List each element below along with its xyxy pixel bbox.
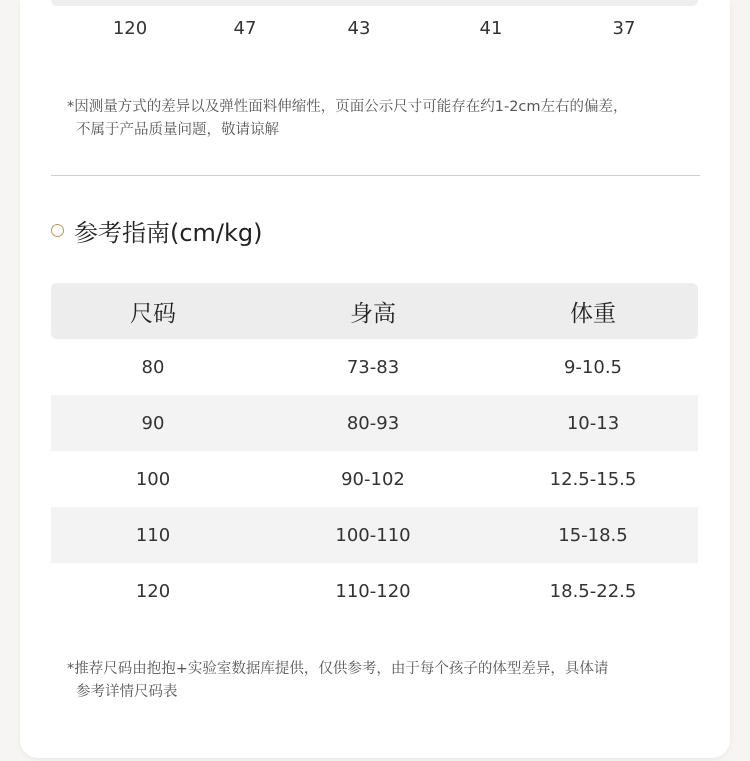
guide-note: [67, 658, 608, 704]
weight-cell: 18.5-22.5: [549, 580, 637, 602]
height-cell: 110-120: [335, 580, 411, 602]
guide-heading: [51, 212, 263, 248]
height-cell: 73-83: [346, 356, 400, 378]
measurement-note-line1: *因测量方式的差异以及弹性面料伸缩性，页面公示尺寸可能存在约1-2cm左右的偏差，: [67, 99, 628, 115]
size-cell: 120: [135, 580, 171, 602]
previous-table-row-band: [51, 0, 698, 6]
size-guide-table: [51, 283, 698, 619]
column-header-size: 尺码: [130, 300, 176, 327]
table-row: [51, 507, 698, 563]
table-header-row: [51, 283, 698, 339]
size-cell: 90: [141, 412, 165, 434]
guide-note-line1: *推荐尺码由抱抱+实验室数据库提供，仅供参考，由于每个孩子的体型差异，具体请: [67, 661, 609, 677]
size-chart-card: [20, 0, 730, 758]
height-cell: 90-102: [341, 468, 405, 490]
table-row: [51, 451, 698, 507]
table-cell: 41: [479, 18, 503, 39]
weight-cell: 10-13: [566, 412, 620, 434]
column-header-weight: 体重: [570, 300, 616, 327]
previous-table-row: [20, 0, 730, 60]
size-cell: 110: [135, 524, 171, 546]
table-row: [51, 339, 698, 395]
table-cell: 120: [112, 18, 148, 39]
size-cell: 100: [135, 468, 171, 490]
height-cell: 100-110: [335, 524, 411, 546]
table-cell: 43: [347, 18, 371, 39]
guide-note-line2: 参考详情尺码表: [76, 684, 178, 700]
section-divider: [51, 175, 700, 176]
column-header-height: 身高: [350, 300, 396, 327]
size-cell: 80: [141, 356, 165, 378]
table-row: [51, 395, 698, 451]
height-cell: 80-93: [346, 412, 400, 434]
table-cell: 37: [612, 18, 636, 39]
weight-cell: 15-18.5: [558, 524, 628, 546]
table-cell: 47: [233, 18, 257, 39]
circle-bullet-icon: [51, 224, 64, 237]
guide-title: 参考指南(cm/kg): [74, 218, 263, 247]
weight-cell: 12.5-15.5: [549, 468, 637, 490]
table-row: [51, 563, 698, 619]
measurement-note: [67, 96, 628, 142]
weight-cell: 9-10.5: [563, 356, 623, 378]
measurement-note-line2: 不属于产品质量问题，敬请谅解: [76, 122, 279, 138]
